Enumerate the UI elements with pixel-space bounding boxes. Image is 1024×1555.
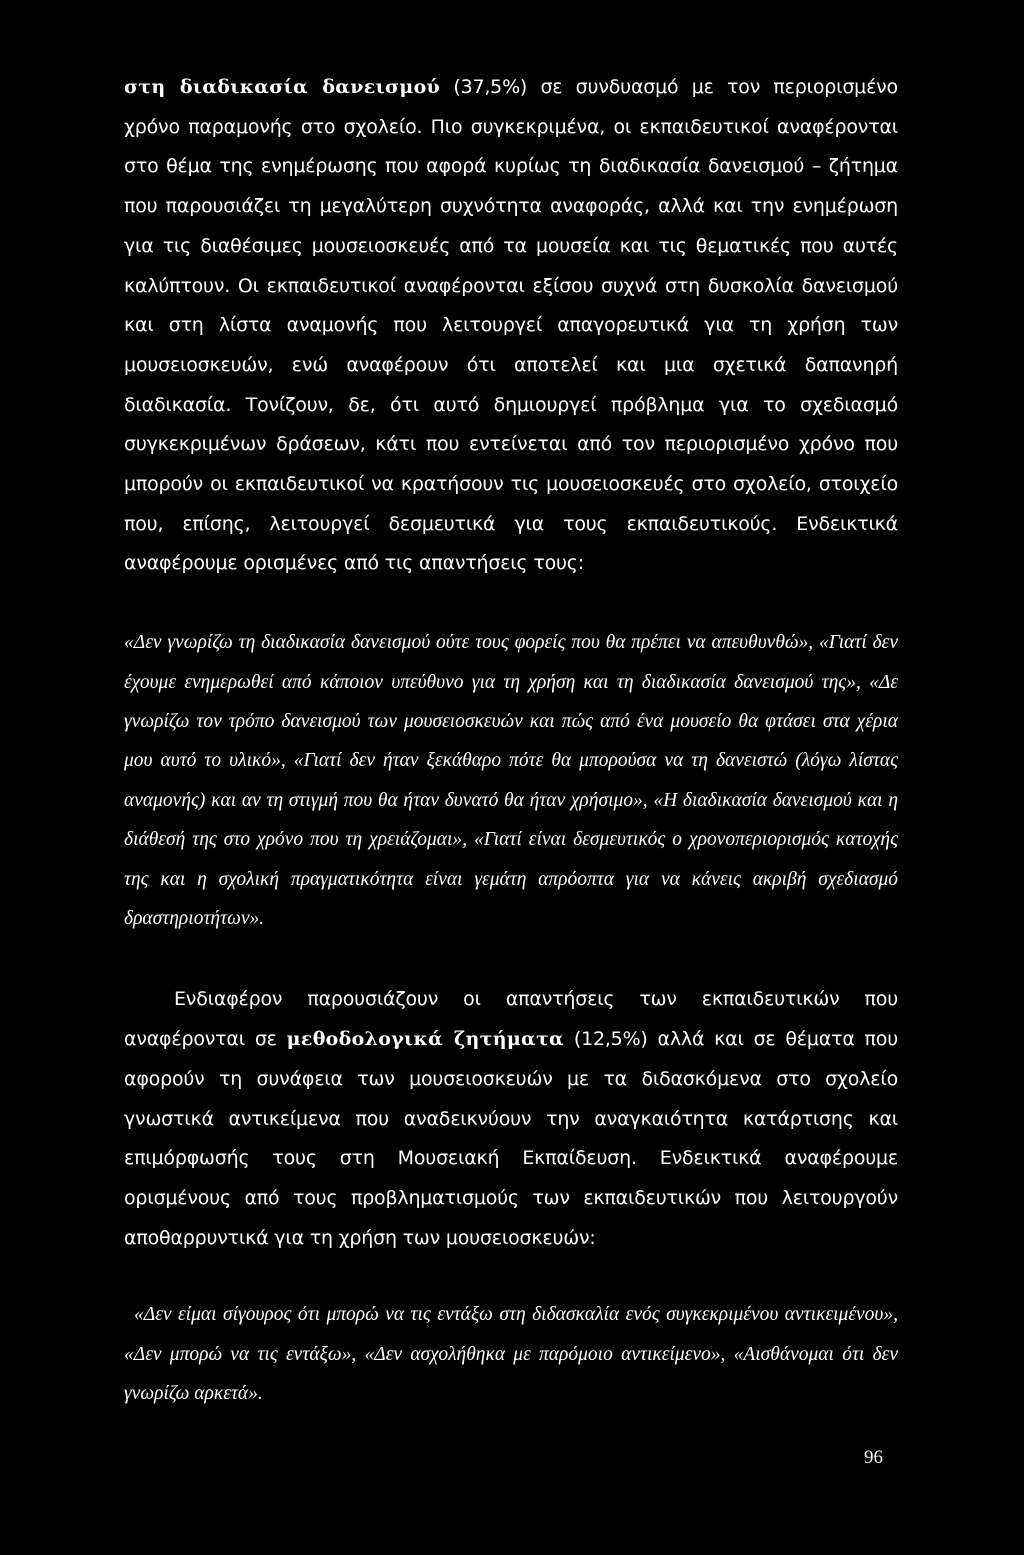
paragraph-lending-process xyxy=(124,68,898,584)
spacer xyxy=(124,584,898,623)
spacer xyxy=(124,938,898,980)
paragraph-text: Ενδιαφέρον παρουσιάζουν οι απαντήσεις των εκπαιδευτικών που αναφέρονται σε xyxy=(124,988,898,1051)
quote-block-lending-responses: «Δεν γνωρίζω τη διαδικασία δανεισμού ούτε τους φορείς που θα πρέπει να απευθυνθώ», «Γιατί δεν έχουμε ενημερωθεί από κάποιον υπεύθυνο για τη χρήση και τη διαδικασία δανεισμού της», «Δε γνωρίζω τον τρόπο δανεισμού των μουσειοσκευών και πώς από ένα μουσείο θα φτάσει στα χέρια μου αυτό το υλικό», «Γιατί δεν ήταν ξεκάθαρο πότε θα μπορούσα να τη δανειστώ (λόγω λίστας αναμονής) και αν τη στιγμή που θα ήταν δυνατό θα ήταν χρήσιμο», «Η διαδικασία δανεισμού και η διάθεσή της στο χρόνο που τη χρειάζομαι», «Γιατί είναι δεσμευτικός ο χρονοπεριορισμός κατοχής της και η σχολική πραγματικότητα είναι γεμάτη απρόοπτα για να κάνεις ακριβή σχεδιασμό δραστηριοτήτων». xyxy=(124,632,898,929)
bold-phrase-lending-process: στη διαδικασία δανεισμού xyxy=(124,76,441,98)
spacer xyxy=(124,1258,898,1295)
paragraph-text: (37,5%) σε συνδυασμό με τον περιορισμένο χρόνο παραμονής στο σχολείο. Πιο συγκεκριμένα, οι εκπαιδευτικοί αναφέρονται στο θέμα της ενημέρωσης που αφορά κυρίως τη διαδικασία δανεισμού – ζήτημα που παρουσιάζει τη μεγαλύτερη συχνότητα αναφοράς, αλλά και την ενημέρωση για τις διαθέσιμες μουσειοσκευές από τα μουσεία και τις θεματικές που αυτές καλύπτουν. Οι εκπαιδευτικοί αναφέρονται εξίσου συχνά στη δυσκολία δανεισμού και στη λίστα αναμονής που λειτουργεί απαγορευτικά για τη χρήση των μουσειοσκευών, ενώ αναφέρουν ότι αποτελεί και μια σχετικά δαπανηρή διαδικασία. Τονίζουν, δε, ότι αυτό δημιουργεί πρόβλημα για το σχεδιασμό συγκεκριμένων δράσεων, κάτι που εντείνεται από τον περιορισμένο χρόνο που μπορούν οι εκπαιδευτικοί να κρατήσουν τις μουσειοσκευές στο σχολείο, στοιχείο που, επίσης, λειτουργεί δεσμευτικά για τους εκπαιδευτικούς. Ενδεικτικά αναφέρουμε ορισμένες από τις απαντήσεις τους: xyxy=(124,76,898,575)
document-page xyxy=(124,68,898,1414)
paragraph-methodological-issues xyxy=(124,980,898,1258)
quote-block-methodological-responses: «Δεν είμαι σίγουρος ότι μπορώ να τις εντάξω στη διδασκαλία ενός συγκεκριμένου αντικειμένου», «Δεν μπορώ να τις εντάξω», «Δεν ασχολήθηκα με παρόμοιο αντικείμενο», «Αισθάνομαι ότι δεν γνωρίζω αρκετά». xyxy=(124,1304,898,1405)
page-number: 96 xyxy=(864,1447,883,1468)
paragraph-text: (12,5%) αλλά και σε θέματα που αφορούν τη συνάφεια των μουσειοσκευών με τα διδασκόμενα στο σχολείο γνωστικά αντικείμενα που αναδεικνύουν την αναγκαιότητα κατάρτισης και επιμόρφωσής τους στη Μουσειακή Εκπαίδευση. Ενδεικτικά αναφέρουμε ορισμένους από τους προβληματισμούς των εκπαιδευτικών που λειτουργούν αποθαρρυντικά για τη χρήση των μουσειοσκευών: xyxy=(124,1028,898,1249)
bold-phrase-methodological-issues: μεθοδολογικά ζητήματα xyxy=(286,1028,564,1051)
